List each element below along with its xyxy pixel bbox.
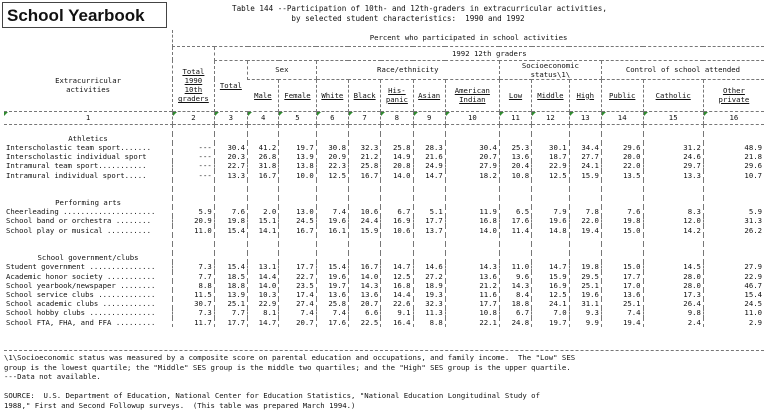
table-cell: 26.4 bbox=[643, 299, 703, 308]
table-cell: 13.3 bbox=[214, 171, 247, 180]
table-cell: 14.5 bbox=[643, 262, 703, 271]
table-cell: 15.4 bbox=[703, 290, 764, 299]
table-cell: --- bbox=[173, 152, 215, 161]
white-header: White bbox=[316, 79, 348, 111]
table-cell: 32.3 bbox=[348, 143, 380, 152]
table-cell: 12.5 bbox=[316, 171, 348, 180]
table-cell: 31.1 bbox=[569, 299, 601, 308]
section-header-row bbox=[4, 198, 764, 207]
table-cell: 17.7 bbox=[279, 262, 316, 271]
table-cell: 14.3 bbox=[348, 281, 380, 290]
table-cell: 14.4 bbox=[381, 290, 413, 299]
table-cell: 14.0 bbox=[445, 226, 499, 235]
table-cell: 28.3 bbox=[413, 143, 445, 152]
column-number: 2 bbox=[173, 111, 215, 124]
table-cell: 15.4 bbox=[214, 262, 247, 271]
table-cell: 14.7 bbox=[413, 171, 445, 180]
table-cell: 25.3 bbox=[499, 143, 531, 152]
table-cell: 24.5 bbox=[279, 216, 316, 225]
row-label: School band or orchestra ........ bbox=[6, 216, 151, 226]
table-cell: 21.2 bbox=[445, 281, 499, 290]
table-cell: 15.4 bbox=[316, 262, 348, 271]
column-number: 4 bbox=[248, 111, 279, 124]
table-cell: 24.1 bbox=[569, 161, 601, 170]
table-row bbox=[4, 161, 764, 170]
table-cell: 15.9 bbox=[348, 226, 380, 235]
table-row bbox=[4, 318, 764, 327]
table-cell: 12.0 bbox=[643, 216, 703, 225]
row-label: Academic honor society ........... bbox=[6, 271, 156, 281]
table-cell: 18.8 bbox=[214, 281, 247, 290]
table-cell: 7.4 bbox=[601, 308, 643, 317]
table-cell: 16.8 bbox=[445, 216, 499, 225]
table-cell: 11.0 bbox=[703, 308, 764, 317]
table-cell: 16.9 bbox=[381, 216, 413, 225]
table-cell: 17.4 bbox=[279, 290, 316, 299]
table-cell: 14.3 bbox=[499, 281, 531, 290]
table-cell: 14.2 bbox=[643, 226, 703, 235]
column-number: 6 bbox=[316, 111, 348, 124]
table-cell: 29.6 bbox=[601, 143, 643, 152]
table-cell: 10.0 bbox=[279, 171, 316, 180]
table-cell: 8.3 bbox=[643, 207, 703, 216]
table-cell: 14.0 bbox=[248, 281, 279, 290]
table-cell: 19.4 bbox=[569, 226, 601, 235]
table-cell: 18.8 bbox=[499, 299, 531, 308]
table-cell: 17.6 bbox=[316, 318, 348, 327]
table-body bbox=[4, 124, 764, 327]
table-cell: 30.8 bbox=[316, 143, 348, 152]
table-cell: 14.0 bbox=[348, 272, 380, 281]
table-cell: 20.7 bbox=[348, 299, 380, 308]
table-row bbox=[4, 216, 764, 225]
table-cell: 7.3 bbox=[173, 262, 215, 271]
table-cell: 17.7 bbox=[445, 299, 499, 308]
table-cell: 15.0 bbox=[601, 226, 643, 235]
american-indian-header: American Indian bbox=[445, 79, 499, 111]
table-cell: 22.1 bbox=[445, 318, 499, 327]
table-cell: 13.6 bbox=[316, 290, 348, 299]
table-cell: 22.3 bbox=[316, 161, 348, 170]
table-cell: 15.9 bbox=[569, 171, 601, 180]
table-cell: 19.7 bbox=[279, 143, 316, 152]
table-cell: 9.6 bbox=[499, 272, 531, 281]
table-cell: 25.1 bbox=[601, 299, 643, 308]
middle-header: Middle bbox=[532, 79, 569, 111]
table-cell: 6.7 bbox=[381, 207, 413, 216]
table-cell: 24.8 bbox=[499, 318, 531, 327]
table-cell: 18.5 bbox=[214, 272, 247, 281]
female-header: Female bbox=[279, 79, 316, 111]
table-cell: 30.4 bbox=[445, 143, 499, 152]
table-cell: 11.9 bbox=[445, 207, 499, 216]
table-cell: 22.0 bbox=[601, 161, 643, 170]
column-number: 5 bbox=[279, 111, 316, 124]
table-cell: 11.0 bbox=[499, 262, 531, 271]
row-label: School hobby clubs ............... bbox=[6, 308, 156, 318]
table-cell: 19.8 bbox=[601, 216, 643, 225]
ses-header: Socioeconomic status\1\ bbox=[499, 60, 601, 79]
table-cell: 9.8 bbox=[643, 308, 703, 317]
column-number: 9 bbox=[413, 111, 445, 124]
table-cell: 21.2 bbox=[348, 152, 380, 161]
table-cell: 9.3 bbox=[569, 308, 601, 317]
activities-header: Extracurricular activities bbox=[55, 76, 121, 95]
table-cell: 5.9 bbox=[173, 207, 215, 216]
table-cell: 12.5 bbox=[532, 290, 569, 299]
table-cell: 20.7 bbox=[279, 318, 316, 327]
table-cell: 6.7 bbox=[499, 308, 531, 317]
table-cell: 9.1 bbox=[381, 308, 413, 317]
table-cell: 25.8 bbox=[348, 161, 380, 170]
table-cell: 15.1 bbox=[248, 216, 279, 225]
app-title: School Yearbook bbox=[2, 2, 167, 28]
table-cell: 7.6 bbox=[601, 207, 643, 216]
table-cell: 16.7 bbox=[348, 171, 380, 180]
column-number: 7 bbox=[348, 111, 380, 124]
table-cell: 22.7 bbox=[279, 272, 316, 281]
table-cell: 24.1 bbox=[532, 299, 569, 308]
table-cell: 7.6 bbox=[214, 207, 247, 216]
column-number: 14 bbox=[601, 111, 643, 124]
table-cell: 24.5 bbox=[703, 299, 764, 308]
year-header: 1992 12th graders bbox=[214, 46, 764, 60]
table-cell: 13.5 bbox=[601, 171, 643, 180]
column-number: 12 bbox=[532, 111, 569, 124]
table-cell: 17.0 bbox=[601, 281, 643, 290]
section-title: Performing arts bbox=[55, 198, 121, 208]
table-cell: 16.9 bbox=[532, 281, 569, 290]
table-cell: 19.7 bbox=[532, 318, 569, 327]
table-cell: 46.7 bbox=[703, 281, 764, 290]
table-cell: 16.7 bbox=[279, 226, 316, 235]
table-cell: 13.6 bbox=[348, 290, 380, 299]
table-cell: 25.1 bbox=[214, 299, 247, 308]
row-label: Intramural individual sport..... bbox=[6, 170, 147, 180]
table-cell: 6.5 bbox=[499, 207, 531, 216]
high-header: High bbox=[569, 79, 601, 111]
table-cell: 7.7 bbox=[173, 272, 215, 281]
table-cell: 20.3 bbox=[214, 152, 247, 161]
row-label: Interscholastic individual sport bbox=[6, 152, 147, 162]
table-cell: 11.5 bbox=[173, 290, 215, 299]
table-cell: 31.2 bbox=[643, 143, 703, 152]
table-cell: 12.5 bbox=[381, 272, 413, 281]
row-label: Student government ............... bbox=[6, 262, 156, 272]
table-row bbox=[4, 152, 764, 161]
table-cell: --- bbox=[173, 143, 215, 152]
column-number: 3 bbox=[214, 111, 247, 124]
table-cell: 14.7 bbox=[248, 318, 279, 327]
black-header: Black bbox=[348, 79, 380, 111]
table-cell: 19.3 bbox=[413, 290, 445, 299]
table-cell: 13.6 bbox=[445, 272, 499, 281]
table-cell: 10.8 bbox=[445, 308, 499, 317]
table-cell: 17.7 bbox=[413, 216, 445, 225]
table-cell: 26.2 bbox=[703, 226, 764, 235]
table-cell: 16.8 bbox=[381, 281, 413, 290]
table-cell: 20.0 bbox=[601, 152, 643, 161]
table-cell: 22.9 bbox=[703, 272, 764, 281]
column-number: 11 bbox=[499, 111, 531, 124]
data-table bbox=[4, 30, 764, 327]
table-cell: 30.4 bbox=[214, 143, 247, 152]
table-cell: 20.9 bbox=[173, 216, 215, 225]
table-cell: 22.0 bbox=[569, 216, 601, 225]
table-cell: 10.6 bbox=[348, 207, 380, 216]
table-cell: 25.8 bbox=[381, 143, 413, 152]
table-cell: 17.6 bbox=[499, 216, 531, 225]
percent-participated-header: Percent who participated in school activities bbox=[173, 30, 764, 46]
table-cell: 19.8 bbox=[214, 216, 247, 225]
row-label: Cheerleading ..................... bbox=[6, 207, 156, 217]
table-cell: 13.6 bbox=[499, 152, 531, 161]
column-number: 15 bbox=[643, 111, 703, 124]
table-cell: 7.9 bbox=[532, 207, 569, 216]
table-cell: 22.9 bbox=[532, 161, 569, 170]
table-cell: 27.7 bbox=[569, 152, 601, 161]
table-cell: 18.7 bbox=[532, 152, 569, 161]
table-cell: 2.0 bbox=[248, 207, 279, 216]
control-header: Control of school attended bbox=[601, 60, 764, 79]
table-row bbox=[4, 171, 764, 180]
table-cell: 15.9 bbox=[532, 272, 569, 281]
table-cell: 16.1 bbox=[316, 226, 348, 235]
table-cell: 22.5 bbox=[348, 318, 380, 327]
table-cell: 11.4 bbox=[499, 226, 531, 235]
table-cell: 7.4 bbox=[316, 207, 348, 216]
column-number: 13 bbox=[569, 111, 601, 124]
footnotes: \1\Socioeconomic status was measured by a composite score on parental education and occupations, and family income. The "Low" SES group is the lowest quartile; the "Middle" SES group is the middle two quartiles; and the "High" SES group is the upper quartile. ---Data not available. SOURCE: U.S. Department of Education, National Center for Education Statistics, "National Education Longitudinal Study of 1988," First and Second Followup surveys. (This table was prepared March 1994.) bbox=[4, 350, 764, 411]
table-cell: 13.9 bbox=[279, 152, 316, 161]
table-cell: 14.0 bbox=[381, 171, 413, 180]
table-cell: 2.9 bbox=[703, 318, 764, 327]
table-caption: Table 144 --Participation of 10th- and 12th-graders in extracurricular activities, by selected student characteristics: 1990 and 1992 bbox=[232, 4, 607, 23]
table-cell: 15.4 bbox=[214, 226, 247, 235]
table-row bbox=[4, 143, 764, 152]
table-cell: 11.3 bbox=[413, 308, 445, 317]
table-cell: 11.7 bbox=[173, 318, 215, 327]
table-cell: --- bbox=[173, 171, 215, 180]
table-cell: 21.8 bbox=[703, 152, 764, 161]
table-cell: 7.4 bbox=[316, 308, 348, 317]
table-cell: 27.9 bbox=[445, 161, 499, 170]
table-row bbox=[4, 226, 764, 235]
table-cell: 25.1 bbox=[569, 281, 601, 290]
table-cell: 22.6 bbox=[381, 299, 413, 308]
table-cell: 13.7 bbox=[413, 226, 445, 235]
section-title: Athletics bbox=[68, 133, 108, 143]
asian-header: Asian bbox=[413, 79, 445, 111]
table-cell: 28.0 bbox=[643, 281, 703, 290]
table-cell: 14.4 bbox=[248, 272, 279, 281]
table-row bbox=[4, 281, 764, 290]
table-cell: 29.6 bbox=[703, 161, 764, 170]
table-cell: 14.1 bbox=[248, 226, 279, 235]
row-label: School yearbook/newspaper ........ bbox=[6, 280, 156, 290]
table-cell: 8.4 bbox=[499, 290, 531, 299]
table-row bbox=[4, 290, 764, 299]
table-cell: 24.4 bbox=[348, 216, 380, 225]
table-cell: 19.7 bbox=[316, 281, 348, 290]
row-label: School FTA, FHA, and FFA ......... bbox=[6, 317, 156, 327]
table-cell: 16.7 bbox=[248, 171, 279, 180]
table-cell: 14.7 bbox=[381, 262, 413, 271]
catholic-header: Catholic bbox=[643, 79, 703, 111]
table-cell: 48.9 bbox=[703, 143, 764, 152]
table-cell: 30.1 bbox=[532, 143, 569, 152]
table-cell: 11.0 bbox=[173, 226, 215, 235]
table-cell: 10.6 bbox=[381, 226, 413, 235]
table-row bbox=[4, 207, 764, 216]
table-row bbox=[4, 308, 764, 317]
table-cell: 16.7 bbox=[348, 262, 380, 271]
table-cell: 14.7 bbox=[532, 262, 569, 271]
table-cell: 24.6 bbox=[643, 152, 703, 161]
table-cell: --- bbox=[173, 161, 215, 170]
table-cell: 13.8 bbox=[279, 161, 316, 170]
table-cell: 16.4 bbox=[381, 318, 413, 327]
table-cell: 18.2 bbox=[445, 171, 499, 180]
table-cell: 13.0 bbox=[279, 207, 316, 216]
table-cell: 13.9 bbox=[214, 290, 247, 299]
table-cell: 24.9 bbox=[413, 161, 445, 170]
table-cell: 19.6 bbox=[316, 272, 348, 281]
table-cell: 20.7 bbox=[445, 152, 499, 161]
table-cell: 21.6 bbox=[413, 152, 445, 161]
table-cell: 34.4 bbox=[569, 143, 601, 152]
table-cell: 14.8 bbox=[532, 226, 569, 235]
other-private-header: Other private bbox=[703, 79, 764, 111]
table-cell: 25.8 bbox=[316, 299, 348, 308]
table-cell: 7.0 bbox=[532, 308, 569, 317]
table-cell: 27.4 bbox=[279, 299, 316, 308]
table-cell: 22.9 bbox=[248, 299, 279, 308]
table-cell: 10.8 bbox=[499, 171, 531, 180]
table-cell: 2.4 bbox=[643, 318, 703, 327]
table-cell: 14.9 bbox=[381, 152, 413, 161]
table-cell: 12.5 bbox=[532, 171, 569, 180]
section-header-row bbox=[4, 253, 764, 262]
column-number: 16 bbox=[703, 111, 764, 124]
table-cell: 5.9 bbox=[703, 207, 764, 216]
row-label: School play or musical .......... bbox=[6, 225, 151, 235]
row-label: School service clubs ............. bbox=[6, 290, 156, 300]
public-header: Public bbox=[601, 79, 643, 111]
hispanic-header: His- panic bbox=[381, 79, 413, 111]
table-cell: 9.9 bbox=[569, 318, 601, 327]
low-header: Low bbox=[499, 79, 531, 111]
table-cell: 20.8 bbox=[381, 161, 413, 170]
race-header: Race/ethnicity bbox=[316, 60, 499, 79]
table-cell: 17.7 bbox=[601, 272, 643, 281]
table-cell: 13.6 bbox=[601, 290, 643, 299]
table-row bbox=[4, 272, 764, 281]
table-cell: 8.8 bbox=[173, 281, 215, 290]
table-cell: 18.9 bbox=[413, 281, 445, 290]
column-number: 8 bbox=[381, 111, 413, 124]
section-header-row bbox=[4, 134, 764, 143]
column-number: 10 bbox=[445, 111, 499, 124]
table-row bbox=[4, 262, 764, 271]
total-header: Total bbox=[214, 60, 247, 111]
sex-header: Sex bbox=[248, 60, 317, 79]
table-cell: 7.3 bbox=[173, 308, 215, 317]
table-cell: 13.3 bbox=[643, 171, 703, 180]
table-cell: 20.9 bbox=[316, 152, 348, 161]
table-cell: 13.1 bbox=[248, 262, 279, 271]
row-label: School academic clubs ............ bbox=[6, 299, 156, 309]
section-title: School government/clubs bbox=[37, 253, 139, 263]
table-cell: 28.0 bbox=[643, 272, 703, 281]
table-cell: 27.2 bbox=[413, 272, 445, 281]
table-cell: 22.7 bbox=[214, 161, 247, 170]
table-cell: 7.4 bbox=[279, 308, 316, 317]
table-cell: 11.6 bbox=[445, 290, 499, 299]
table-cell: 7.7 bbox=[214, 308, 247, 317]
table-cell: 14.6 bbox=[413, 262, 445, 271]
table-cell: 31.3 bbox=[703, 216, 764, 225]
table-cell: 32.3 bbox=[413, 299, 445, 308]
table-cell: 23.5 bbox=[279, 281, 316, 290]
male-header: Male bbox=[254, 90, 272, 100]
table-cell: 30.7 bbox=[173, 299, 215, 308]
table-cell: 17.3 bbox=[643, 290, 703, 299]
table-cell: 27.9 bbox=[703, 262, 764, 271]
table-cell: 29.5 bbox=[569, 272, 601, 281]
table-cell: 31.8 bbox=[248, 161, 279, 170]
table-cell: 8.8 bbox=[413, 318, 445, 327]
table-cell: 19.6 bbox=[532, 216, 569, 225]
table-cell: 10.3 bbox=[248, 290, 279, 299]
table-row bbox=[4, 299, 764, 308]
row-label: Intramural team sport........... bbox=[6, 161, 147, 171]
table-cell: 6.6 bbox=[348, 308, 380, 317]
table-cell: 5.1 bbox=[413, 207, 445, 216]
total-1990-header: Total 1990 10th graders bbox=[173, 60, 215, 111]
table-cell: 29.7 bbox=[643, 161, 703, 170]
table-cell: 19.4 bbox=[601, 318, 643, 327]
table-cell: 26.8 bbox=[248, 152, 279, 161]
table-cell: 20.4 bbox=[499, 161, 531, 170]
table-cell: 8.1 bbox=[248, 308, 279, 317]
table-cell: 14.3 bbox=[445, 262, 499, 271]
table-cell: 15.0 bbox=[601, 262, 643, 271]
table-cell: 19.8 bbox=[569, 262, 601, 271]
table-cell: 19.6 bbox=[316, 216, 348, 225]
table-cell: 17.7 bbox=[214, 318, 247, 327]
table-cell: 7.8 bbox=[569, 207, 601, 216]
table-cell: 19.6 bbox=[569, 290, 601, 299]
column-number: 1 bbox=[4, 111, 173, 124]
column-number-row bbox=[4, 111, 764, 124]
table-cell: 10.7 bbox=[703, 171, 764, 180]
row-label: Interscholastic team sport....... bbox=[6, 142, 151, 152]
table-cell: 41.2 bbox=[248, 143, 279, 152]
